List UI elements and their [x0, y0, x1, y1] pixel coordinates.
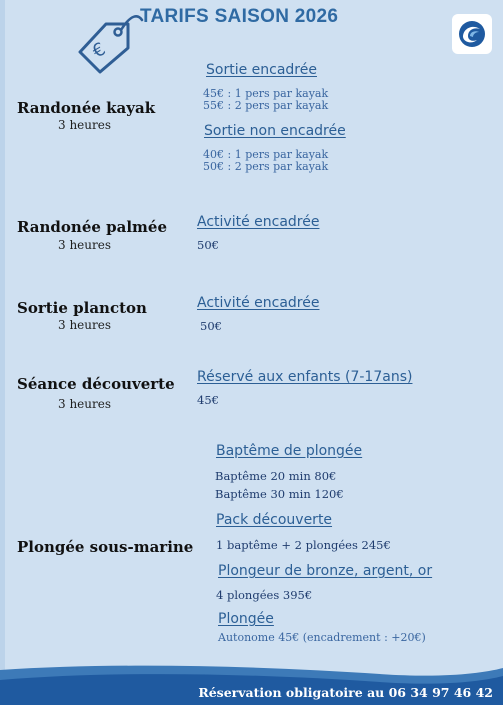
plongee-option-2-price: 1 baptême + 2 plongées 245€ [216, 538, 391, 552]
activity-duration-decouverte: 3 heures [58, 397, 112, 411]
euro-price-tag-icon [76, 10, 146, 76]
decouverte-option-title: Réservé aux enfants (7-17ans) [197, 369, 413, 385]
kayak-option-2-title: Sortie non encadrée [204, 123, 346, 139]
activity-duration-plancton: 3 heures [58, 318, 112, 332]
decouverte-option-price: 45€ [197, 393, 219, 407]
wave-logo-icon [457, 19, 487, 49]
activity-duration-kayak: 3 heures [58, 118, 112, 132]
activity-name-decouverte: Séance découverte [17, 375, 175, 393]
activity-duration-palmee: 3 heures [58, 238, 112, 252]
plongee-option-3-price: 4 plongées 395€ [216, 588, 313, 602]
activity-name-plancton: Sortie plancton [17, 299, 147, 317]
euro-symbol: € [88, 38, 110, 63]
activity-name-kayak: Randonée kayak [17, 99, 156, 117]
plongee-option-4-price: Autonome 45€ (encadrement : +20€) [218, 631, 426, 644]
brand-logo [452, 14, 492, 54]
palmee-option-price: 50€ [197, 238, 219, 252]
plongee-option-1-price-1: Baptême 20 min 80€ [215, 469, 337, 483]
plancton-option-title: Activité encadrée [197, 295, 320, 311]
plongee-option-2-title: Pack découverte [216, 512, 333, 528]
kayak-option-1-price-2: 55€ : 2 pers par kayak [203, 99, 329, 112]
page-title: TARIFS SAISON 2026 [140, 6, 339, 27]
palmee-option-title: Activité encadrée [197, 214, 320, 230]
activity-name-plongee: Plongée sous-marine [17, 538, 194, 556]
plongee-option-1-title: Baptême de plongée [216, 443, 363, 459]
plongee-option-4-title: Plongée [218, 611, 274, 627]
plongee-option-3-title: Plongeur de bronze, argent, or [218, 563, 433, 579]
kayak-option-1-title: Sortie encadrée [206, 62, 317, 78]
kayak-option-2-price-1: 40€ : 1 pers par kayak [203, 148, 329, 161]
reservation-notice: Réservation obligatoire au 06 34 97 46 42 [198, 685, 493, 700]
kayak-option-1-price-1: 45€ : 1 pers par kayak [203, 87, 329, 100]
activity-name-palmee: Randonée palmée [17, 218, 168, 236]
kayak-option-2-price-2: 50€ : 2 pers par kayak [203, 160, 329, 173]
plancton-option-price: 50€ [200, 319, 222, 333]
left-border [0, 0, 5, 705]
plongee-option-1-price-2: Baptême 30 min 120€ [215, 487, 344, 501]
